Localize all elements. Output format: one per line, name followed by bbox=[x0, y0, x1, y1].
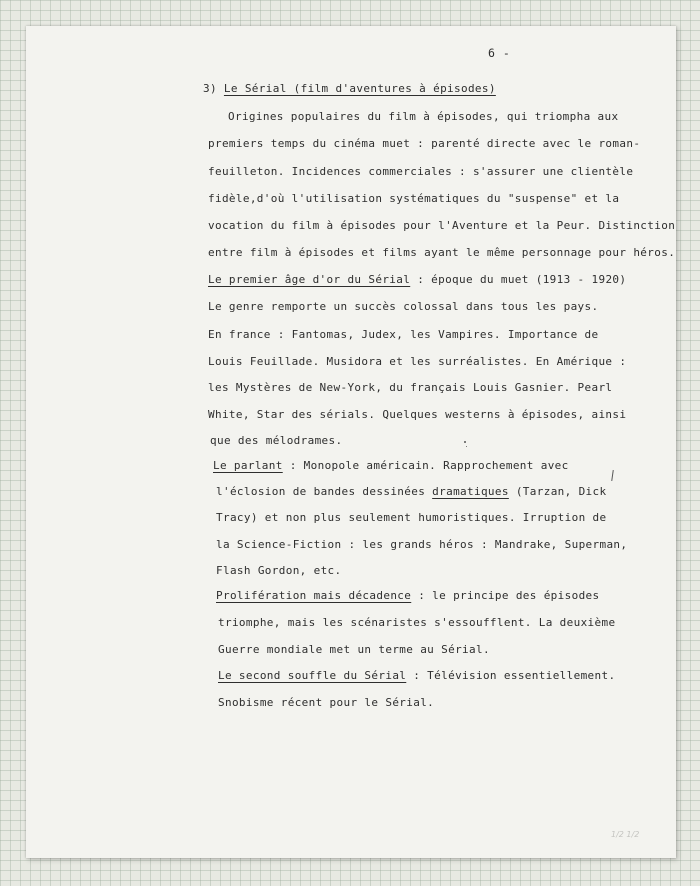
text-line bbox=[208, 381, 612, 395]
text-segment: : le principe des épisodes bbox=[411, 589, 600, 602]
underlined-heading: Le parlant bbox=[213, 459, 283, 472]
text-line bbox=[208, 165, 633, 179]
text-line bbox=[216, 589, 600, 603]
text-segment: premiers temps du cinéma muet : parenté directe avec le roman- bbox=[208, 137, 641, 150]
text-segment: White, Star des sérials. Quelques westerns à épisodes, ainsi bbox=[208, 408, 627, 421]
text-segment: : Télévision essentiellement. bbox=[406, 669, 616, 682]
text-segment: : Monopole américain. Rapprochement avec bbox=[282, 459, 569, 472]
ink-speck bbox=[466, 446, 467, 447]
text-segment: les Mystères de New-York, du français Louis Gasnier. Pearl bbox=[208, 381, 613, 394]
text-line bbox=[210, 434, 342, 448]
text-line bbox=[208, 328, 598, 342]
text-line bbox=[208, 219, 675, 233]
text-line bbox=[228, 110, 618, 124]
text-line bbox=[216, 538, 627, 552]
page-number: 6 - bbox=[488, 46, 511, 60]
text-segment: Tracy) et non plus seulement humoristiques. Irruption de bbox=[216, 511, 607, 524]
text-line bbox=[213, 459, 569, 473]
text-line bbox=[218, 643, 490, 657]
text-segment: 3) bbox=[203, 82, 224, 95]
margin-mark bbox=[611, 470, 614, 481]
text-line bbox=[218, 669, 615, 683]
text-line bbox=[216, 485, 606, 499]
text-segment: Louis Feuillade. Musidora et les surréalistes. En Amérique : bbox=[208, 355, 627, 368]
text-line bbox=[208, 300, 598, 314]
text-line bbox=[218, 616, 615, 630]
ink-speck bbox=[464, 441, 466, 443]
text-segment: triomphe, mais les scénaristes s'essoufflent. La deuxième bbox=[218, 616, 616, 629]
text-segment: fidèle,d'où l'utilisation systématiques du "suspense" et la bbox=[208, 192, 620, 205]
text-segment: l'éclosion de bandes dessinées bbox=[216, 485, 433, 498]
text-line bbox=[208, 137, 640, 151]
underlined-heading: Prolifération mais décadence bbox=[216, 589, 412, 602]
text-line bbox=[208, 192, 619, 206]
underlined-heading: dramatiques bbox=[432, 485, 509, 498]
underlined-heading: Le second souffle du Sérial bbox=[218, 669, 407, 682]
text-segment: entre film à épisodes et films ayant le même personnage pour héros. bbox=[208, 246, 676, 259]
text-segment: la Science-Fiction : les grands héros : Mandrake, Superman, bbox=[216, 538, 628, 551]
text-segment: Origines populaires du film à épisodes, qui triompha aux bbox=[228, 110, 619, 123]
text-segment: Snobisme récent pour le Sérial. bbox=[218, 696, 435, 709]
text-line bbox=[216, 564, 342, 578]
underlined-heading: Le premier âge d'or du Sérial bbox=[208, 273, 411, 286]
text-segment: En france : Fantomas, Judex, les Vampires. Importance de bbox=[208, 328, 599, 341]
text-segment: Le genre remporte un succès colossal dans tous les pays. bbox=[208, 300, 599, 313]
text-line bbox=[208, 408, 626, 422]
text-segment: (Tarzan, Dick bbox=[508, 485, 607, 498]
text-segment: Flash Gordon, etc. bbox=[216, 564, 342, 577]
underlined-heading: Le Sérial (film d'aventures à épisodes) bbox=[223, 82, 496, 95]
text-line bbox=[203, 82, 496, 96]
text-line bbox=[218, 696, 434, 710]
text-segment: feuilleton. Incidences commerciales : s'assurer une clientèle bbox=[208, 165, 634, 178]
text-segment: vocation du film à épisodes pour l'Aventure et la Peur. Distinction bbox=[208, 219, 676, 232]
text-segment: que des mélodrames. bbox=[210, 434, 343, 447]
text-segment: : époque du muet (1913 - 1920) bbox=[410, 273, 627, 286]
text-line bbox=[208, 355, 626, 369]
text-line bbox=[208, 273, 626, 287]
text-segment: Guerre mondiale met un terme au Sérial. bbox=[218, 643, 490, 656]
pencil-note: 1/2 1/2 bbox=[611, 830, 640, 839]
document-page bbox=[26, 26, 676, 858]
text-line bbox=[216, 511, 606, 525]
text-line bbox=[208, 246, 675, 260]
